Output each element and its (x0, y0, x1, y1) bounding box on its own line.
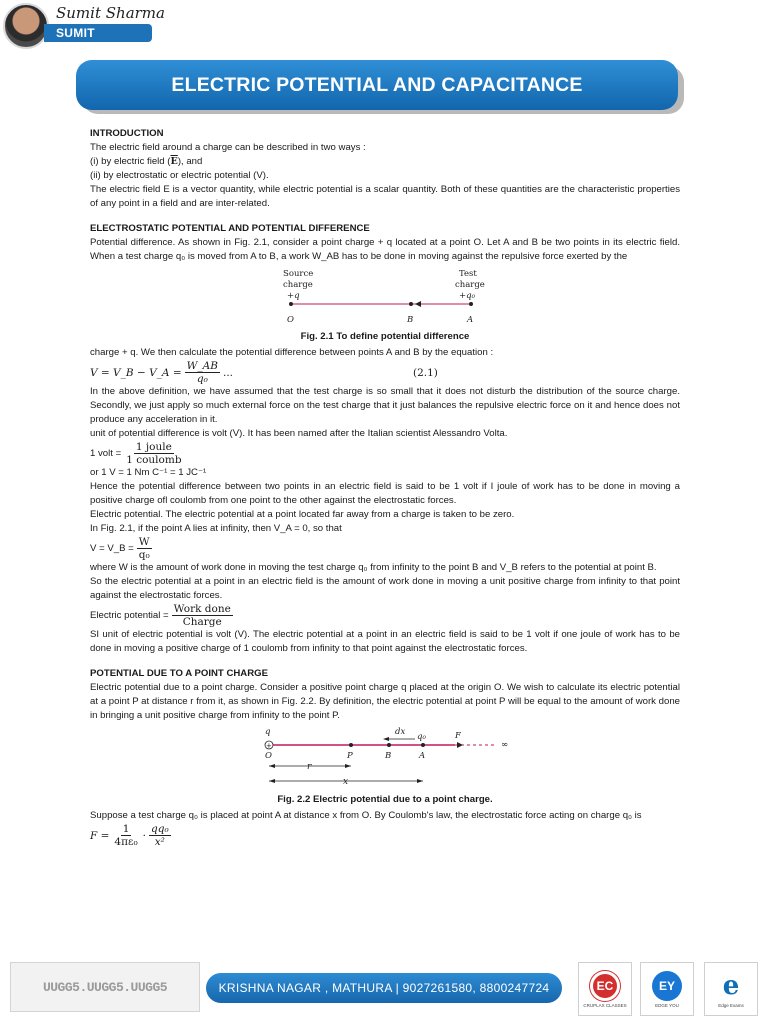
figure-2-1 (275, 266, 495, 328)
fig2-label-infinity: ∞ (501, 740, 509, 750)
section1-para-3: In the above definition, we have assumed that the test charge is so small that it does not disturb the distribution of the source charge. Secondly, we just apply so much external force on the test charge that it just balances the repulsive electric force on it and hence does not produce any acceleration in it. (90, 386, 680, 425)
section1-para-4: unit of potential difference is volt (V). It has been named after the Italian scientist Alessandro Volta. (90, 428, 508, 439)
section2-para-1: Electric potential due to a point charge. Consider a positive point charge q placed at the origin O. We wish to calculate its electric potential at a point P at distance r from it, as shown in Fig. 2.2. By definition, the electric potential at point P will be equal to the amount of work done in bringing a unit positive charge from infinity to the point P. (90, 682, 680, 721)
equation-volt-definition: 1 volt = $\frac{\text{1 joule}}{\text{1 coulomb}}$ (90, 441, 182, 466)
fig2-label-a: A (419, 751, 426, 761)
electric-field-vector-symbol: $\overline{E}$ (170, 156, 178, 167)
fig2-label-b: B (385, 751, 392, 761)
fig1-caption: Fig. 2.1 To define potential difference (300, 331, 470, 342)
fig2-label-o: O (265, 751, 272, 761)
fig2-label-r: r (307, 762, 312, 772)
fig1-point-b (409, 302, 413, 306)
author-avatar (3, 3, 49, 49)
footer-address-bar: KRISHNA NAGAR , MATHURA | 9027261580, 8800247724 (206, 973, 562, 1003)
fig2-force-arrow (457, 742, 463, 748)
section1-para-2: charge + q. We then calculate the potential difference between points A and B by the equation : (90, 347, 494, 358)
fig2-label-q: q (265, 727, 271, 737)
equation-coulomb-force: F = $\frac{1}{\text{4πε₀}}$ · $\frac{\text{qq₀}}{\text{x²}}$ (90, 823, 169, 848)
intro-line-3: (ii) by electrostatic or electric potential (V). (90, 170, 269, 181)
fig2-label-q0: q₀ (417, 732, 426, 742)
equation-number: (2.1) (413, 366, 438, 379)
intro-line-1: The electric field around a charge can be described in two ways : (90, 142, 366, 153)
fig2-label-x: x (343, 777, 349, 787)
fig1-source-label-2: charge (283, 280, 313, 290)
fig2-label-dx: dx (395, 727, 406, 737)
section2-para-2: Suppose a test charge q₀ is placed at point A at distance x from O. By Coulomb's law, the electrostatic force acting on charge q₀ is (90, 810, 642, 821)
document-body (90, 127, 680, 848)
brand-logo-edge-exams: e Edge Exams (704, 962, 758, 1016)
section1-para-8: where W is the amount of work done in moving the test charge q₀ from infinity to the point B and V_B refers to the potential at point B. (90, 562, 657, 573)
fig1-point-a (469, 302, 473, 306)
brand-logo-ec: EC CRUPLAX CLASSES (578, 962, 632, 1016)
fig2-label-p: P (347, 751, 353, 761)
fig1-label-o: O (287, 315, 294, 325)
figure-2-2 (255, 725, 515, 791)
fig1-arrow-head (415, 301, 421, 307)
footer-logo-strip: UUGG5.UUGG5.UUGG5 (10, 962, 200, 1012)
fig1-test-label-3: +q₀ (459, 291, 475, 301)
page-footer (0, 956, 768, 1022)
svg-text:+: + (266, 742, 272, 750)
fig1-test-label-2: charge (455, 280, 485, 290)
fig1-test-label-1: Test (459, 269, 477, 279)
fig2-dx-arrow-head (383, 737, 389, 741)
fig1-source-label-3: +q (287, 291, 300, 301)
author-header (0, 0, 170, 58)
intro-line-2: (i) by electric field $(\overline{E})$, and (90, 156, 203, 167)
ey-logo-icon: EY (652, 971, 682, 1001)
ec-logo-icon: EC (590, 971, 620, 1001)
fig2-point-a (421, 743, 425, 747)
edge-exams-logo-icon: e (716, 971, 746, 1001)
equation-potential-b: V = V_B = $\frac{W}{\text{q₀}}$ (90, 536, 150, 561)
heading-potential-difference: ELECTROSTATIC POTENTIAL AND POTENTIAL DIFFERENCE (90, 223, 370, 234)
fig1-label-a: A (467, 315, 474, 325)
page-title: ELECTRIC POTENTIAL AND CAPACITANCE (76, 60, 678, 110)
fig2-caption: Fig. 2.2 Electric potential due to a point charge. (277, 794, 493, 805)
section1-para-9: So the electric potential at a point in an electric field is the amount of work done in moving a unit positive charge from infinity to that point against the electrostatic forces. (90, 576, 680, 601)
author-signature: Sumit Sharma (56, 4, 165, 22)
equation-2-1: V = V_B − V_A = $\frac{W\_AB}{\text{q₀}}$ ... (2.1) (90, 360, 438, 385)
fig1-label-b: B (407, 315, 414, 325)
fig1-point-o (289, 302, 293, 306)
fig2-point-b (387, 743, 391, 747)
section1-para-1: Potential difference. As shown in Fig. 2.1, consider a point charge + q located at a point O. Let A and B be two points in its electric field. When a test charge q₀ is moved from A to B, a work W_AB has to be done in moving against the repulsive force exerted by the (90, 237, 680, 262)
equation-volt-units: or 1 V = 1 Nm C⁻¹ = 1 JC⁻¹ (90, 467, 207, 478)
author-name-badge: SUMIT SHARMA (44, 24, 152, 42)
heading-point-charge: POTENTIAL DUE TO A POINT CHARGE (90, 668, 269, 679)
brand-logo-ey: EY EDGE YOU (640, 962, 694, 1016)
equation-electric-potential: Electric potential = $\frac{\text{Work done}}{\text{Charge}}$ (90, 603, 231, 628)
heading-introduction: INTRODUCTION (90, 128, 164, 139)
section1-para-6: Electric potential. The electric potential at a point located far away from a charge is taken to be zero. (90, 509, 515, 520)
intro-line-4: The electric field E is a vector quantity, while electric potential is a scalar quantity. Both of these quantities are the characteristic properties of any point in a field and are inter-related. (90, 184, 680, 209)
fig2-label-f: F (455, 731, 461, 741)
fig1-source-label-1: Source (283, 269, 314, 279)
section1-para-5: Hence the potential difference between two points in an electric field is said to be 1 volt if I joule of work has to be done in moving a positive charge ofl coulomb from one point to the other against the electrostatic forces. (90, 481, 680, 506)
fig2-point-p (349, 743, 353, 747)
section1-para-10: SI unit of electric potential is volt (V). The electric potential at a point in an electric field is said to be 1 volt if one joule of work has to be done in moving a positive charge of 1 coulomb from infinity to that point against the electrostatic forces. (90, 629, 680, 654)
section1-para-7: In Fig. 2.1, if the point A lies at infinity, then V_A = 0, so that (90, 523, 342, 534)
